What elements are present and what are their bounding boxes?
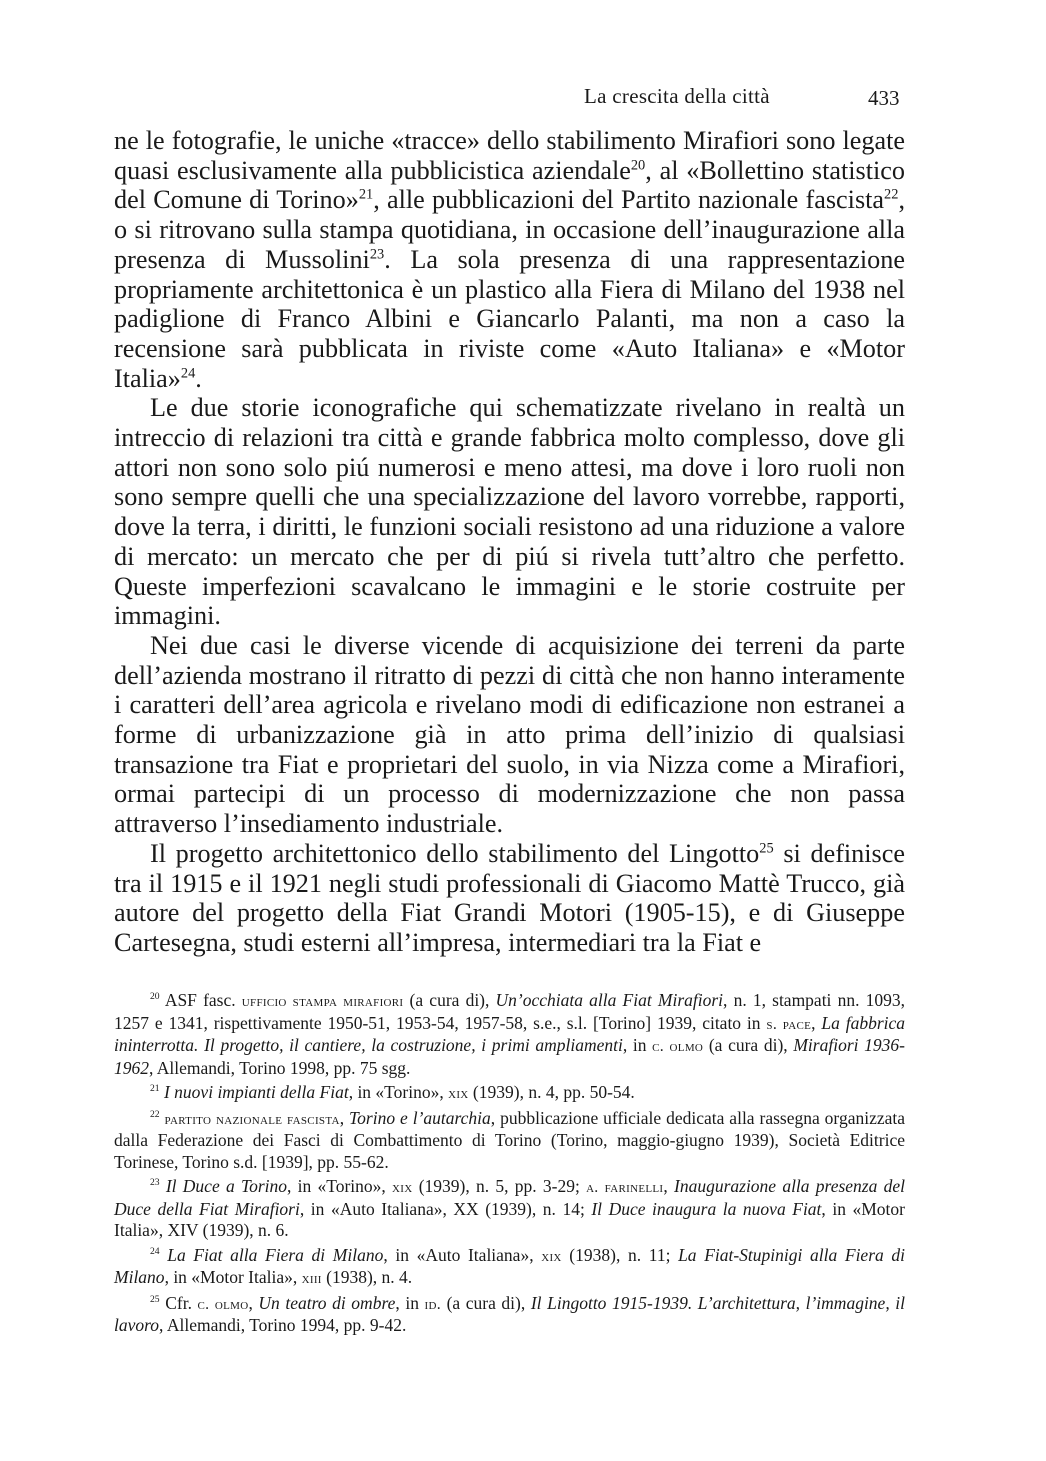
italic-title: Il Duce a Torino — [165, 1176, 288, 1196]
footnote-number: 25 — [150, 1293, 160, 1305]
text-run: (1938), n. 4. — [321, 1267, 413, 1287]
text-run: (a cura di), — [703, 1035, 794, 1055]
italic-title: La Fiat-Stupinigi alla Fiera di Milano — [114, 1244, 906, 1287]
footnote-number: 24 — [150, 1245, 160, 1257]
running-head-title: La crescita della città — [584, 84, 770, 108]
footnote-23 — [114, 1176, 905, 1242]
small-caps-run: xiii — [301, 1270, 322, 1287]
footnote-ref-20[interactable]: 20 — [630, 156, 646, 173]
text-run: , pubblicazione ufficiale dedicata alla rassegna organizzata dalla Federazione dei Fasci di Combattimento di Torino (Torino, maggio-giugno 1939), Società Editrice Torinese, Torino s.d. [1939], pp. 55-62. — [114, 1107, 905, 1172]
page-number: 433 — [868, 86, 900, 110]
footnote-number: 23 — [150, 1177, 160, 1189]
italic-title: La fabbrica ininterrotta. Il progetto, il cantiere, la costruzione, i primi ampliamenti — [114, 1012, 906, 1055]
italic-title: Un teatro di ombre — [258, 1292, 396, 1313]
text-run: , in «Motor Italia», — [164, 1267, 302, 1287]
italic-title: Torino e l’autarchia — [349, 1107, 491, 1128]
footnote-20 — [114, 990, 905, 1079]
footnote-24 — [114, 1245, 905, 1290]
italic-title: Il Lingotto 1915-1939. L’architettura, l’immagine, il lavoro — [114, 1292, 906, 1335]
text-run: Il progetto architettonico dello stabilimento del Lingotto — [150, 838, 760, 868]
text-run: si definisce tra il 1915 e il 1921 negli studi professionali di Giacomo Mattè Trucco, già autore del progetto della Fiat Grandi Motori (1905-15), e di Giuseppe Cartesegna, studi esterni all’impresa, intermediari tra la Fiat e — [114, 838, 905, 957]
text-run: , in — [395, 1292, 425, 1313]
text-run: , in — [622, 1035, 653, 1055]
footnote-number: 21 — [150, 1083, 160, 1095]
small-caps-run: id. — [424, 1295, 441, 1313]
text-run: , o si ritrovano sulla stampa quotidiana, in occasione dell’inaugurazione alla presenza di Mussolini — [114, 185, 905, 274]
text-run: ASF fasc. — [164, 990, 242, 1010]
text-run: , Allemandi, Torino 1998, pp. 75 sgg. — [149, 1057, 411, 1078]
text-run: . La sola presenza di una rappresentazione propriamente architettonica è un plastico alla Fiera di Milano del 1938 nel padiglione di Franco Albini e Giancarlo Palanti, ma non a caso la recensione sarà pubblicata in riviste come «Auto Italiana» e «Motor Italia» — [114, 244, 905, 393]
italic-title: Mirafiori 1936-1962 — [114, 1035, 905, 1078]
author-name: partito nazionale fascista — [164, 1110, 340, 1128]
text-run: . — [195, 363, 202, 393]
text-run: , in «Motor Italia», XIV (1939), n. 6. — [114, 1198, 905, 1240]
footnote-number: 22 — [150, 1108, 160, 1120]
text-run: (1939), n. 4, pp. 50-54. — [468, 1082, 635, 1102]
small-caps-run: xix — [541, 1247, 562, 1265]
text-run: , — [811, 1012, 822, 1033]
text-run: (a cura di), — [403, 990, 496, 1010]
text-run: , — [248, 1292, 259, 1313]
text-run: , — [339, 1107, 350, 1128]
paragraph-1 — [114, 126, 905, 393]
text-run: (1939), n. 5, pp. 3-29; — [412, 1176, 587, 1196]
author-name: c. olmo — [652, 1038, 704, 1055]
footnote-ref-24[interactable]: 24 — [180, 364, 196, 381]
small-caps-run: xix — [448, 1085, 469, 1102]
small-caps-run: xix — [392, 1179, 413, 1196]
footnote-number: 20 — [150, 991, 160, 1003]
footnote-21 — [114, 1082, 905, 1105]
paragraph-4 — [114, 839, 905, 958]
text-run: , in «Auto Italiana», — [383, 1244, 542, 1265]
text-run: , alle pubblicazioni del Partito nazionale fascista — [373, 185, 885, 215]
text-run: , n. 1, stampati nn. 1093, 1257 e 1341, rispettivamente 1950-51, 1953-54, 1957-58, s.e., s.l. [Torino] 1939, citato in — [114, 990, 905, 1033]
footnotes — [114, 990, 905, 1337]
text-run: , in «Torino», — [287, 1176, 393, 1196]
italic-title: I nuovi impianti della Fiat — [163, 1082, 349, 1102]
author-name: a. farinelli — [586, 1179, 664, 1196]
author-name: c. olmo — [197, 1295, 249, 1313]
text-run: ne le fotografie, le uniche «tracce» dello stabilimento Mirafiori sono legate quasi esclusivamente alla pubblicistica aziendale — [114, 126, 905, 185]
text-run: (1938), n. 11; — [561, 1244, 679, 1265]
footnote-25 — [114, 1293, 905, 1337]
text-run: , in «Auto Italiana», XX (1939), n. 14; — [299, 1198, 592, 1219]
text-run: , in «Torino», — [348, 1082, 449, 1102]
text-run: (a cura di), — [440, 1292, 531, 1313]
footnote-ref-23[interactable]: 23 — [369, 246, 385, 263]
italic-title: Inaugurazione alla presenza del Duce della Fiat Mirafiori — [114, 1176, 905, 1219]
footnote-22 — [114, 1108, 905, 1174]
footnote-ref-25[interactable]: 25 — [759, 840, 774, 857]
italic-title: Il Duce inaugura la nuova Fiat — [591, 1198, 822, 1219]
text-run: , Allemandi, Torino 1994, pp. 9-42. — [159, 1315, 407, 1335]
paragraph-3: Nei due casi le diverse vicende di acquisizione dei terreni da parte dell’azienda mostrano il ritratto di pezzi di città che non hanno interamente i caratteri dell’area agricola e rivelano modi di edificazione non estranei a forme di urbanizzazione già in atto prima dell’inizio di qualsiasi transazione tra Fiat e proprietari del suolo, in via Nizza come a Mirafiori, ormai partecipi di un processo di modernizzazione che non passa attraverso l’insediamento industriale. — [114, 630, 905, 839]
italic-title: La Fiat alla Fiera di Milano — [167, 1244, 384, 1265]
text-run: , — [663, 1176, 674, 1196]
text-run: , al «Bollettino statistico del Comune di Torino» — [114, 155, 905, 215]
author-name: s. pace — [766, 1015, 812, 1033]
text-run: Cfr. — [165, 1292, 198, 1313]
italic-title: Un’occhiata alla Fiat Mirafiori — [495, 990, 724, 1010]
footnote-ref-22[interactable]: 22 — [884, 186, 899, 203]
small-caps-run: ufficio stampa mirafiori — [241, 993, 404, 1010]
main-text — [114, 126, 905, 958]
footnote-ref-21[interactable]: 21 — [358, 186, 374, 203]
paragraph-2: Le due storie iconografiche qui schematizzate rivelano in realtà un intreccio di relazioni tra città e grande fabbrica molto complesso, dove gli attori non sono solo piú numerosi e meno attesi, ma dove i loro ruoli non sono sempre quelli che una specializzazione del lavoro vorrebbe, rapporti, dove la terra, i diritti, le funzioni sociali resistono ad una riduzione a valore di mercato: un mercato che per di piú si rivela tutt’altro che perfetto. Queste imperfezioni scavalcano le immagini e le storie costruite per immagini. — [114, 393, 905, 631]
